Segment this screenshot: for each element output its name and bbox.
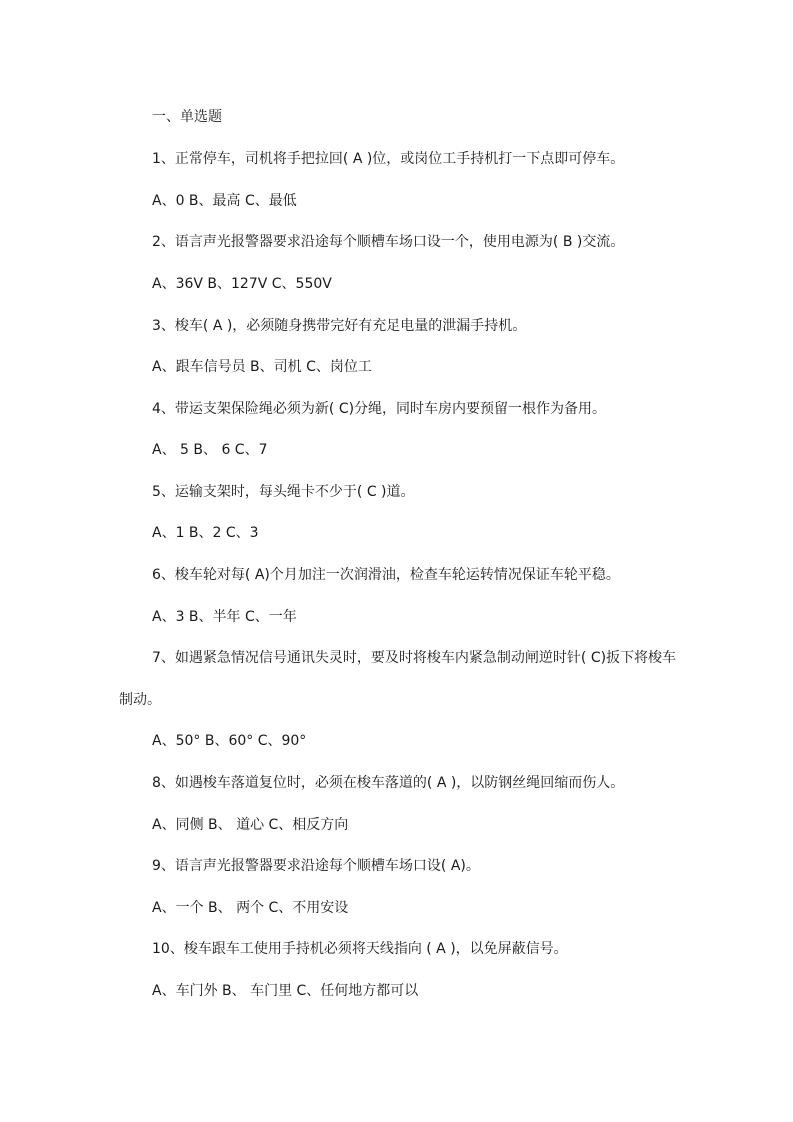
question-7: 7、如遇紧急情况信号通讯失灵时，要及时将梭车内紧急制动闸逆时针( C)扳下将梭车 [152,650,677,666]
question-7-continued: 制动。 [119,692,161,708]
question-1: 1、正常停车，司机将手把拉回( A )位，或岗位工手持机打一下点即可停车。 [152,151,625,167]
question-5: 5、运输支架时，每头绳卡不少于( C )道。 [152,484,415,500]
options-2: A、36V B、127V C、550V [152,276,332,292]
question-8: 8、如遇梭车落道复位时，必须在梭车落道的( A )，以防钢丝绳回缩而伤人。 [152,775,625,791]
options-4: A、 5 B、 6 C、7 [152,442,268,458]
options-10: A、车门外 B、 车门里 C、任何地方都可以 [152,983,419,999]
options-5: A、1 B、2 C、3 [152,525,259,541]
options-8: A、同侧 B、 道心 C、相反方向 [152,817,349,833]
options-3: A、跟车信号员 B、司机 C、岗位工 [152,359,372,375]
options-9: A、一个 B、 两个 C、不用安设 [152,900,349,916]
section-title: 一、单选题 [152,109,222,125]
question-6: 6、梭车轮对每( A)个月加注一次润滑油，检查车轮运转情况保证车轮平稳。 [152,567,620,583]
question-2: 2、语言声光报警器要求沿途每个顺槽车场口设一个，使用电源为( B )交流。 [152,234,625,250]
question-10: 10、梭车跟车工使用手持机必须将天线指向 ( A )，以免屏蔽信号。 [152,941,568,957]
options-7: A、50° B、60° C、90° [152,733,307,749]
question-3: 3、梭车( A )，必须随身携带完好有充足电量的泄漏手持机。 [152,318,527,334]
options-6: A、3 B、半年 C、一年 [152,609,297,625]
question-9: 9、语言声光报警器要求沿途每个顺槽车场口设( A)。 [152,858,480,874]
question-4: 4、带运支架保险绳必须为新( C)分绳，同时车房内要预留一根作为备用。 [152,401,607,417]
options-1: A、0 B、最高 C、最低 [152,193,297,209]
